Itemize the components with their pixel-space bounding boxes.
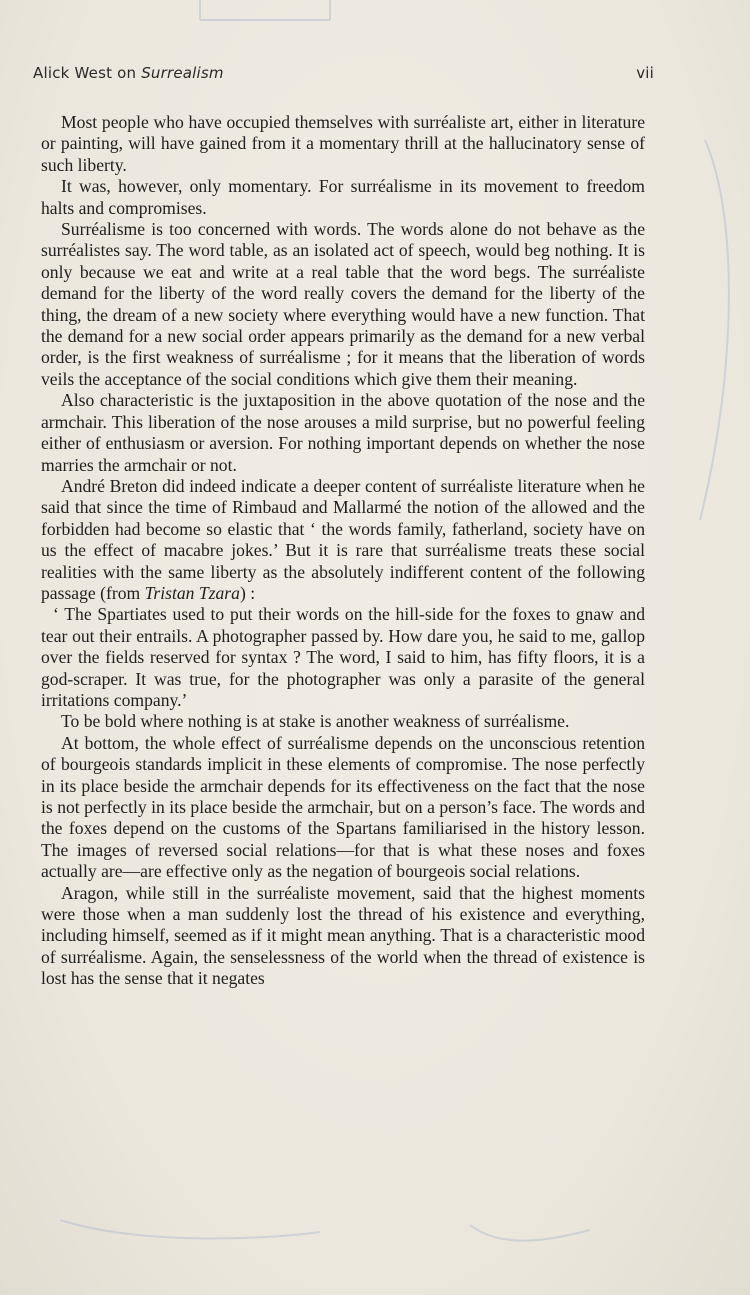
text-run: To be bold where nothing is at stake is another weakness of surréalisme. [61,711,570,732]
text-run: ) : [239,582,256,603]
paragraph [41,112,645,176]
header-author: Alick West on [33,64,142,82]
paragraph [41,711,645,732]
bleed-stroke-lower-left [60,1220,320,1239]
bleed-stroke-top [200,0,330,20]
paragraph [41,390,645,476]
header-subject: Surrealism [141,64,224,82]
bleed-stroke-lower-right [470,1225,590,1241]
text-run: André Breton did indeed indicate a deeper content of surréaliste literature when he said that since the time of Rimbaud and Mallarmé the notion of the allowed and the forbidden had become so elastic that ‘ the words family, fatherland, society have on us the effect of macabre jokes.’ But it is rare that surréalisme treats these social realities with the same liberty as the absolutely indifferent content of the following passage (from [41,475,645,603]
text-run: It was, however, only momentary. For surréalisme in its movement to freedom halts and compromises. [41,176,645,218]
italic-text: Tristan Tzara [144,582,240,603]
paragraph [41,476,645,604]
running-header-title [33,64,224,82]
text-run: Aragon, while still in the surréaliste movement, said that the highest moments were those when a man suddenly lost the thread of his existence and everything, including himself, seemed as if it might mean anything. That is a characteristic mood of surréalisme. Again, the senselessness of the world when the thread of existence is lost has the sense that it negates [41,882,645,989]
paragraph [41,176,645,219]
paragraph [41,219,645,390]
paragraph [41,733,645,883]
text-run: At bottom, the whole effect of surréalisme depends on the unconscious retention of bourgeois standards implicit in these elements of compromise. The nose perfectly in its place beside the armchair depends for its effectiveness on the fact that the nose is not perfectly in its place beside the armchair, but on a person’s face. The words and the foxes depend on the customs of the Spartans familiarised in the history lesson. The images of reversed social relations—for that is what these noses and foxes actually are—are effective only as the negation of bourgeois social relations. [41,732,645,882]
page-number: vii [636,64,654,82]
body-text [41,112,645,990]
text-run: Also characteristic is the juxtaposition in the above quotation of the nose and the armchair. This liberation of the nose arouses a mild surprise, but no powerful feeling either of enthusiasm or aversion. For nothing important depends on whether the nose marries the armchair or not. [41,390,645,475]
running-header [33,64,654,86]
quoted-paragraph [41,604,645,711]
bleed-stroke-right [700,140,729,520]
text-run: ‘ The Spartiates used to put their words on the hill-side for the foxes to gnaw and tear out their entrails. A photographer passed by. How dare you, he said to me, gallop over the fields reserved for syntax ? The word, I said to him, has fifty floors, it is a god-scraper. It was true, for the photographer was only a parasite of the general irritations company.’ [41,604,645,710]
paragraph [41,883,645,990]
text-run: Most people who have occupied themselves with surréaliste art, either in literature or painting, will have gained from it a momentary thrill at the hallucinatory sense of such liberty. [41,112,645,175]
text-run: Surréalisme is too concerned with words. The words alone do not behave as the surréalistes say. The word table, as an isolated act of speech, would beg nothing. It is only because we eat and write at a real table that the word begs. The surréaliste demand for the liberty of the word really covers the demand for the liberty of the thing, the dream of a new society where everything would have a new function. That the demand for a new social order appears primarily as the demand for a new verbal order, is the first weakness of surréalisme ; for it means that the liberation of words veils the acceptance of the social conditions which give them their meaning. [41,219,645,389]
